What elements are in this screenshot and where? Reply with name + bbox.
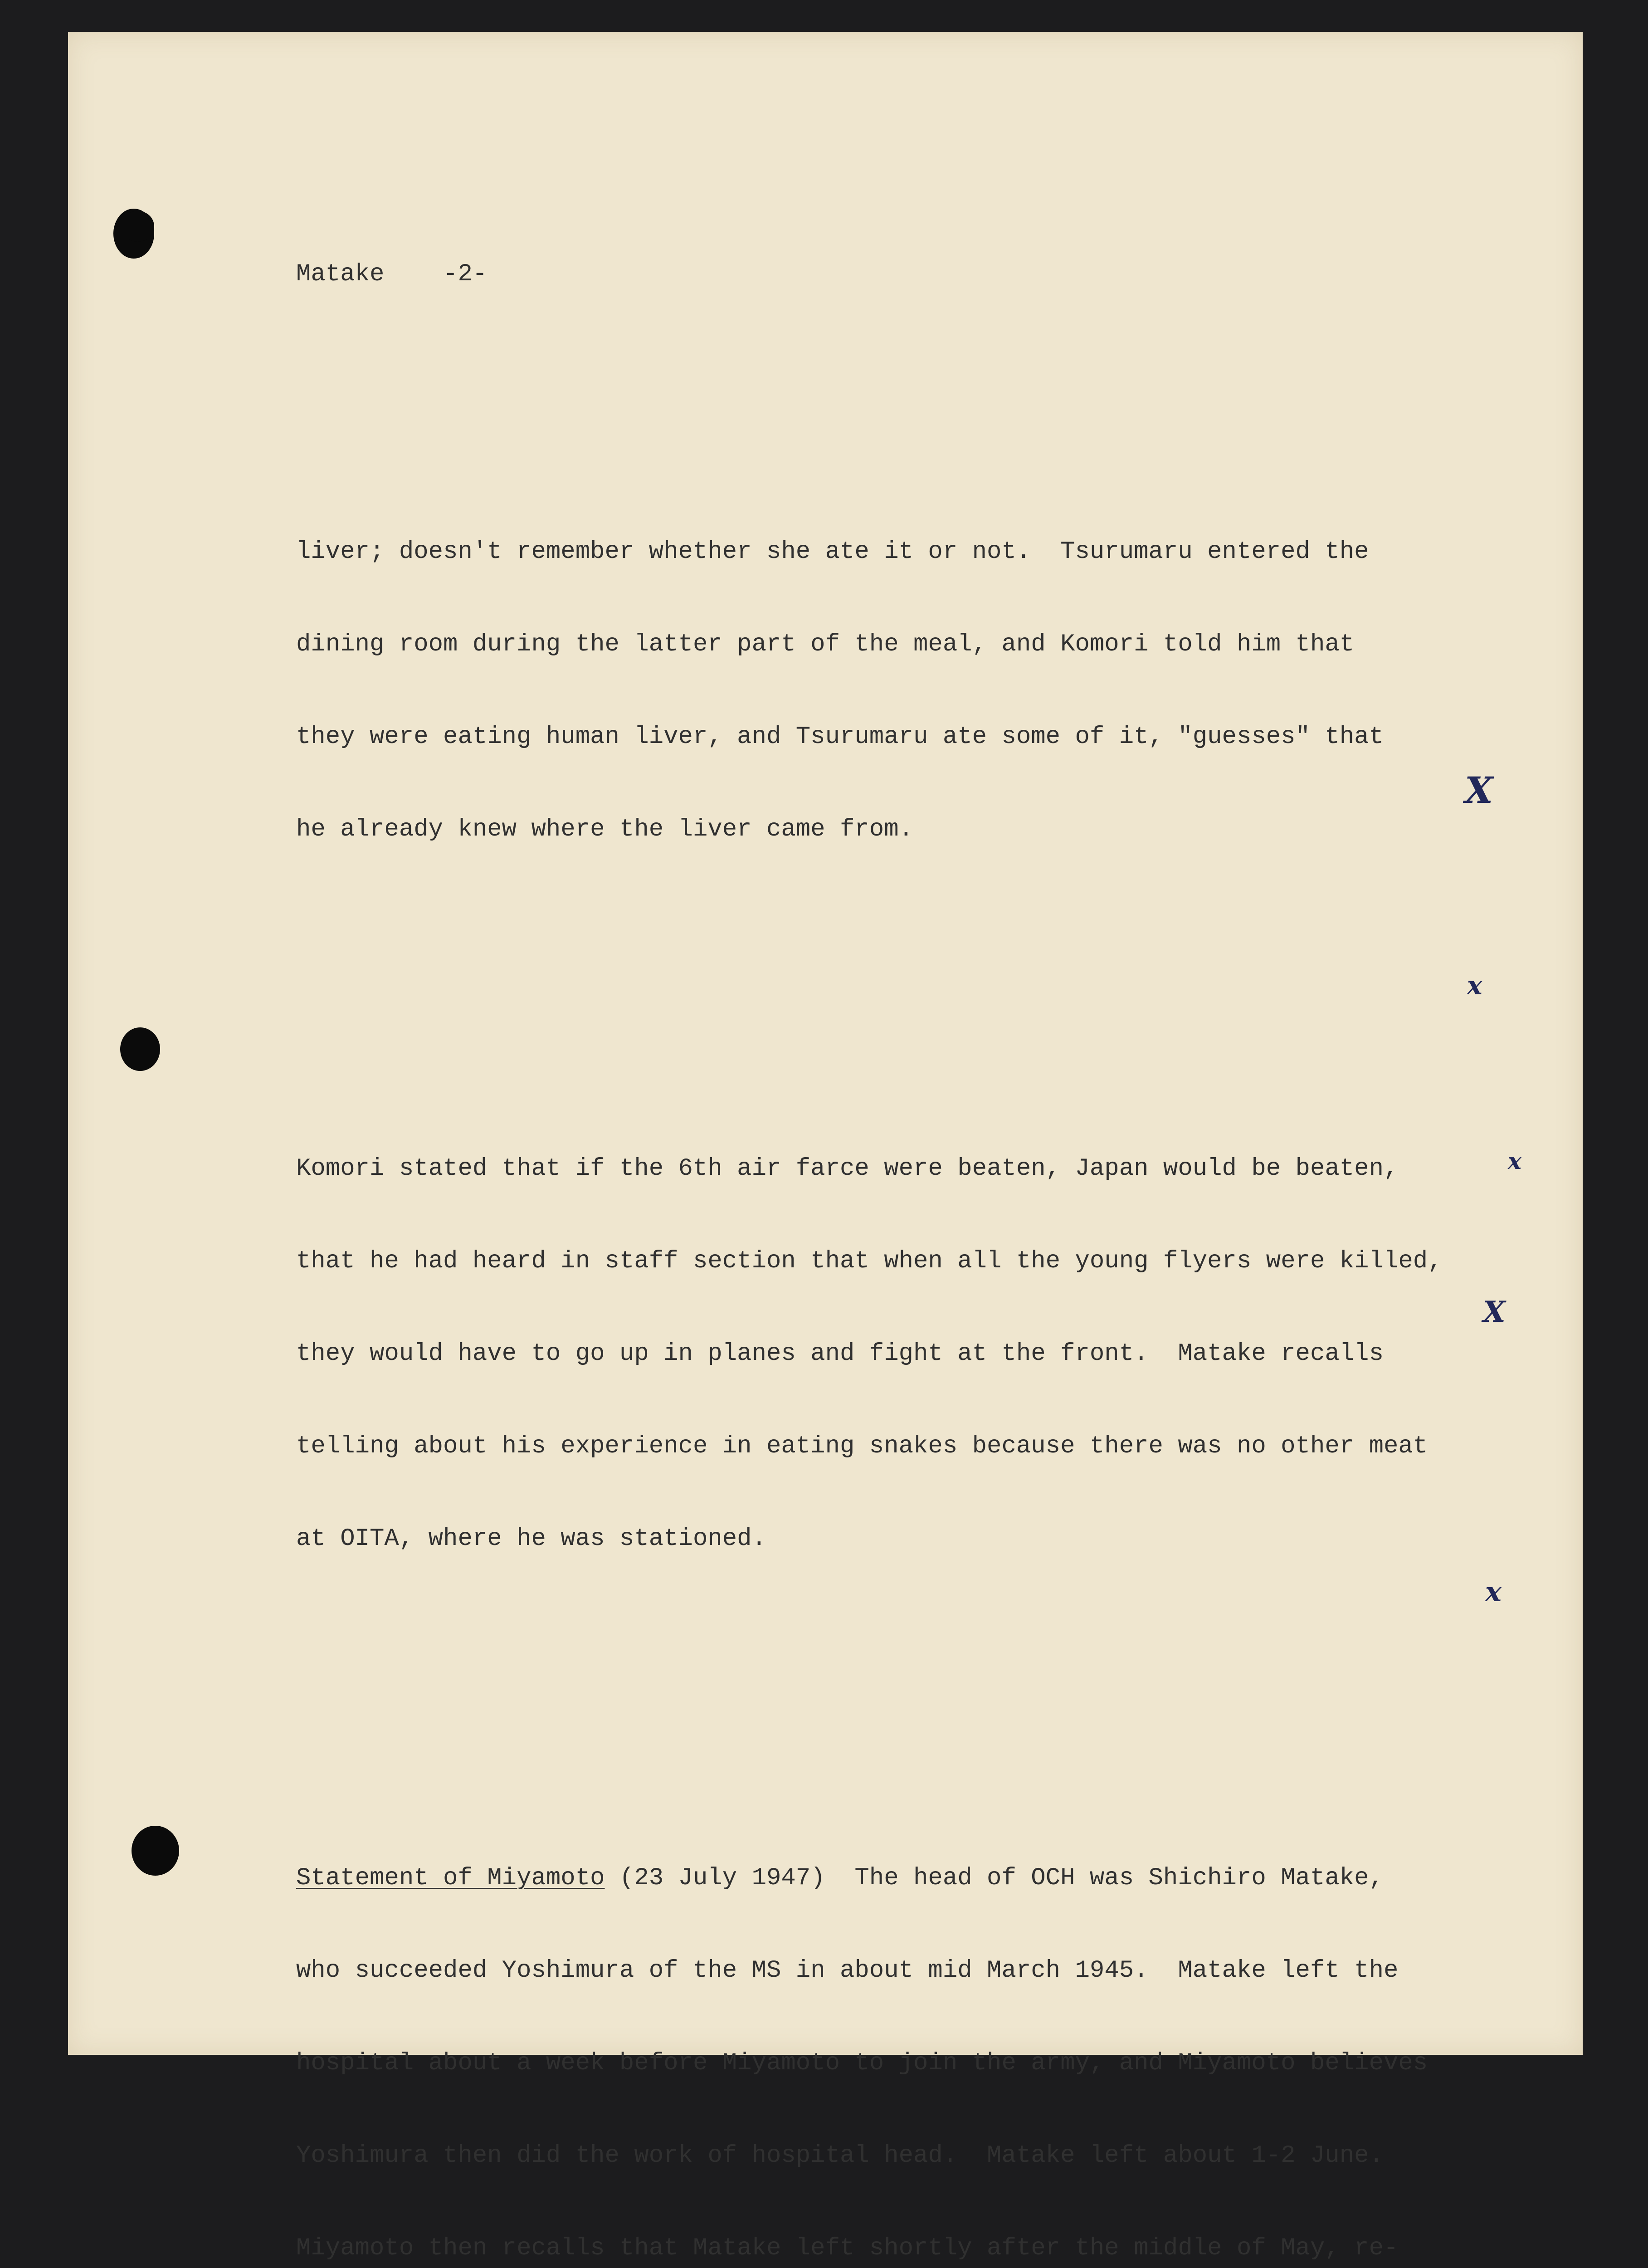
- text-line: they were eating human liver, and Tsurumaru ate some of it, "guesses" that: [296, 723, 1384, 751]
- statement-miyamoto: [296, 1801, 1548, 2268]
- margin-mark: x: [1508, 1148, 1521, 1174]
- paragraph: [296, 475, 1548, 907]
- punch-hole-bottom: [132, 1826, 179, 1876]
- text-line: Komori stated that if the 6th air farce were beaten, Japan would be beaten,: [296, 1155, 1399, 1183]
- margin-mark: X: [1483, 1295, 1506, 1329]
- paragraph: [296, 1092, 1548, 1616]
- text-line: liver; doesn't remember whether she ate it or not. Tsurumaru entered the: [296, 538, 1369, 566]
- margin-mark: x: [1467, 971, 1482, 1001]
- text-line: dining room during the latter part of the meal, and Komori told him that: [296, 631, 1355, 658]
- margin-mark: x: [1485, 1576, 1502, 1608]
- text-line: they would have to go up in planes and fight at the front. Matake recalls: [296, 1340, 1384, 1368]
- punch-hole-top-lobe: [122, 211, 154, 242]
- punch-hole-middle: [120, 1027, 160, 1071]
- document-page: [68, 32, 1583, 2262]
- text-line: Yoshimura then did the work of hospital head. Matake left about 1-2 June.: [296, 2142, 1384, 2170]
- text-line: he already knew where the liver came from.: [296, 816, 914, 843]
- margin-mark: X: [1465, 769, 1493, 811]
- page-header: [296, 259, 1548, 290]
- text-line: (23 July 1947) The head of OCH was Shichiro Matake,: [605, 1864, 1384, 1892]
- page-number: -2-: [443, 260, 488, 288]
- text-line: that he had heard in staff section that when all the young flyers were killed,: [296, 1247, 1443, 1275]
- text-line: hospital about a week before Miyamoto to join the army, and Miyamoto believes: [296, 2049, 1428, 2077]
- header-name: Matake: [296, 260, 385, 288]
- text-line: telling about his experience in eating snakes because there was no other meat: [296, 1432, 1428, 1460]
- text-line: who succeeded Yoshimura of the MS in about mid March 1945. Matake left the: [296, 1957, 1399, 1984]
- statement-heading: Statement of Miyamoto: [296, 1864, 605, 1892]
- text-line: Miyamoto then recalls that Matake left shortly after the middle of May, re-: [296, 2234, 1399, 2262]
- typed-text: [296, 197, 1548, 2268]
- text-line: at OITA, where he was stationed.: [296, 1525, 766, 1553]
